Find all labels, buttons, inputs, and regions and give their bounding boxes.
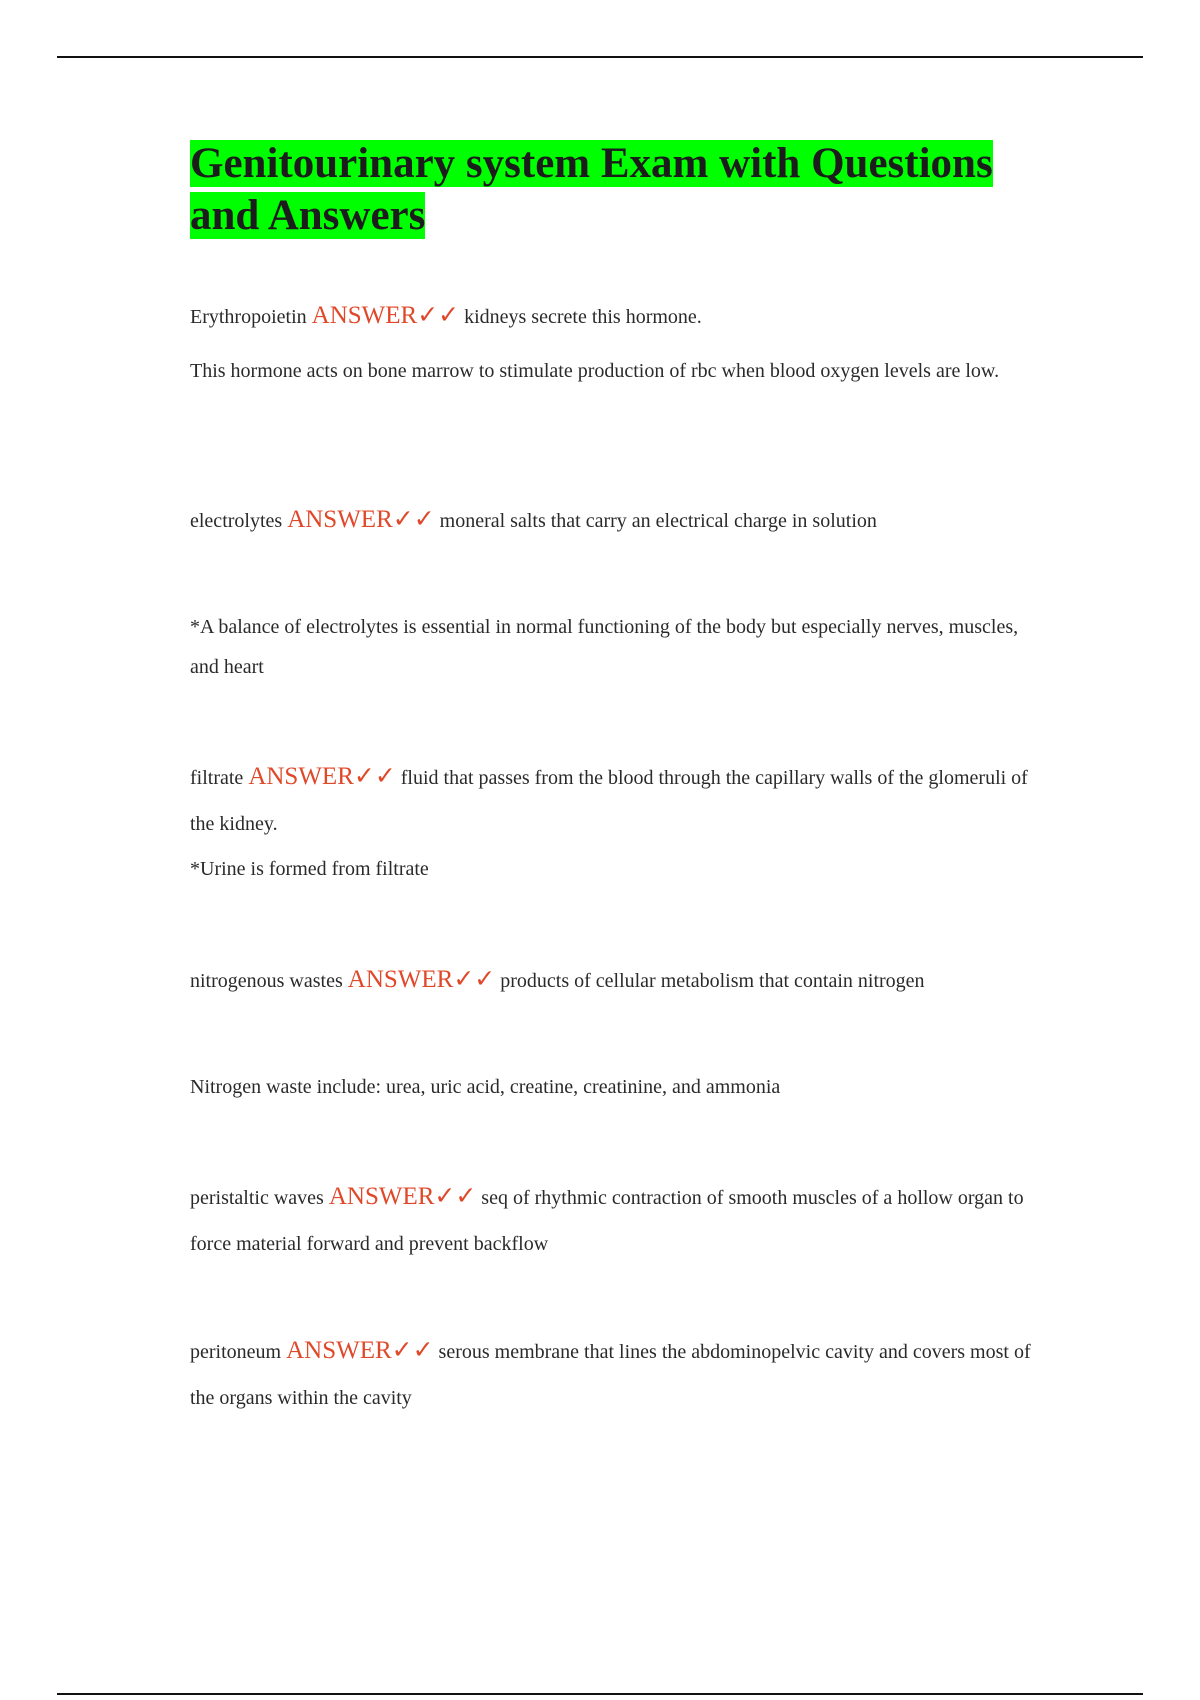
qa-entry: [190, 1174, 1040, 1267]
note: *A balance of electrolytes is essential in normal functioning of the body but especially nerves, muscles, and heart: [190, 616, 1019, 678]
qa-entry: [190, 754, 1040, 847]
note: Nitrogen waste include: urea, uric acid, creatine, creatinine, and ammonia: [190, 1076, 781, 1098]
definition: seq of rhythmic contraction of smooth muscles of a hollow organ to force material forward and prevent backflow: [190, 1187, 1024, 1255]
document-body: [190, 138, 1040, 1409]
definition: serous membrane that lines the abdominopelvic cavity and covers most of the organs within the cavity: [190, 1341, 1031, 1409]
qa-line: [190, 500, 1040, 541]
qa-entry: [190, 960, 1040, 1001]
definition: products of cellular metabolism that contain nitrogen: [500, 970, 925, 992]
term: peristaltic waves: [190, 1187, 324, 1209]
footer-rule: [57, 1693, 1143, 1695]
definition: fluid that passes from the blood through the capillary walls of the glomeruli of the kidney.: [190, 767, 1028, 835]
definition: moneral salts that carry an electrical charge in solution: [439, 510, 877, 532]
answer-marker: ANSWER✓✓: [286, 1337, 434, 1364]
qa-line: [190, 1328, 1040, 1421]
term: peritoneum: [190, 1341, 282, 1363]
page-title: Genitourinary system Exam with Questions and Answers: [190, 140, 993, 239]
qa-line: [190, 296, 1040, 337]
qa-entry: [190, 1328, 1040, 1421]
term: nitrogenous wastes: [190, 970, 343, 992]
qa-entry: [190, 500, 1040, 541]
term: Erythropoietin: [190, 306, 307, 328]
qa-line: [190, 960, 1040, 1001]
term: electrolytes: [190, 510, 283, 532]
answer-marker: ANSWER✓✓: [328, 1183, 477, 1210]
note: *Urine is formed from filtrate: [190, 858, 429, 880]
qa-line: [190, 1174, 1040, 1267]
answer-marker: ANSWER✓✓: [311, 302, 460, 329]
qa-line: [190, 754, 1040, 847]
answer-marker: ANSWER✓✓: [287, 506, 435, 533]
answer-marker: ANSWER✓✓: [347, 966, 496, 993]
definition: kidneys secrete this hormone.: [464, 306, 702, 328]
header-rule: [57, 56, 1143, 58]
note: This hormone acts on bone marrow to stimulate production of rbc when blood oxygen levels are low.: [190, 360, 1000, 382]
answer-marker: ANSWER✓✓: [248, 763, 396, 790]
term: filtrate: [190, 767, 244, 789]
qa-entry: [190, 296, 1040, 337]
